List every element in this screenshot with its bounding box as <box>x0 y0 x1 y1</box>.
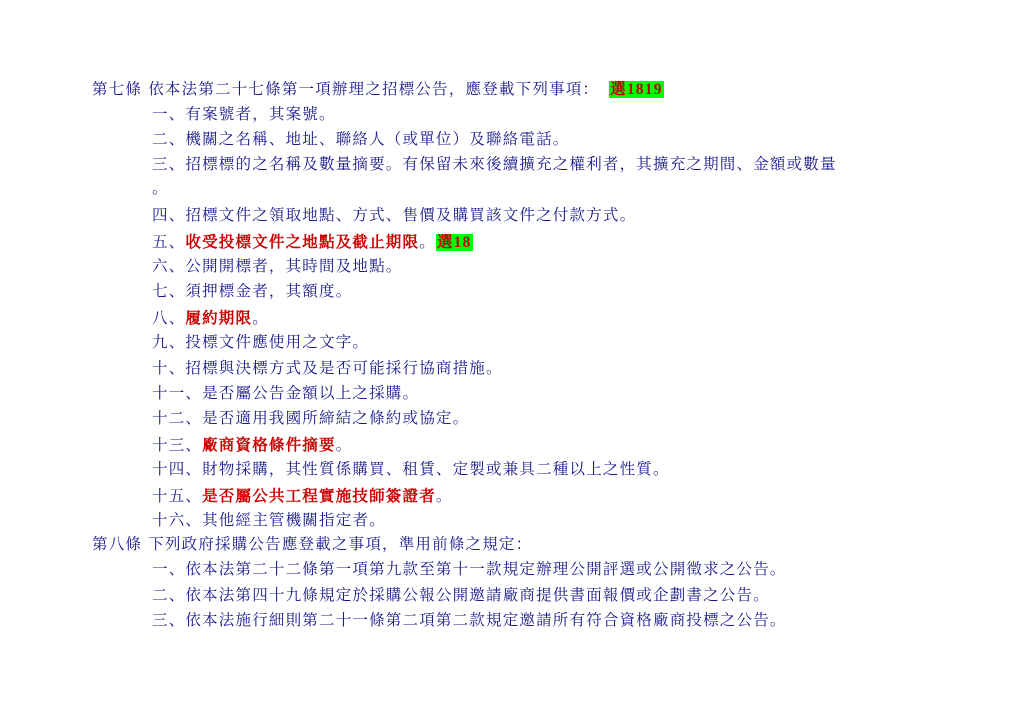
article-7-item-12: 十二、是否適用我國所締結之條約或協定。 <box>152 409 470 427</box>
item-13-highlight: 廠商資格條件摘要 <box>202 435 336 454</box>
article-8-item-1: 一、依本法第二十二條第一項第九款至第十一款規定辦理公開評選或公開徵求之公告。 <box>152 560 787 578</box>
item-15-highlight: 是否屬公共工程實施技師簽證者 <box>202 486 436 505</box>
article-8-item-3: 三、依本法施行細則第二十一條第二項第二款規定邀請所有符合資格廠商投標之公告。 <box>152 611 787 629</box>
article-7-item-13 <box>152 432 352 458</box>
article-7-item-4: 四、招標文件之領取地點、方式、售價及購買該文件之付款方式。 <box>152 206 637 224</box>
article-7-item-15 <box>152 483 453 509</box>
item-8-period: 。 <box>252 309 269 327</box>
article-7-item-10: 十、招標與決標方式及是否可能採行協商措施。 <box>152 359 503 377</box>
item-15-period: 。 <box>435 487 453 505</box>
article-7-item-3-continuation: 。 <box>152 179 169 197</box>
item-5-highlight: 收受投標文件之地點及截止期限 <box>185 232 420 251</box>
article-7-item-11: 十一、是否屬公告金額以上之採購。 <box>152 384 420 402</box>
article-8-heading: 第八條 下列政府採購公告應登載之事項，準用前條之規定： <box>92 535 533 553</box>
item-13-period: 。 <box>335 436 353 454</box>
article-7-item-8 <box>152 305 269 331</box>
item-8-highlight: 履約期限 <box>185 308 253 327</box>
article-7-heading <box>92 77 664 102</box>
item-5-period: 。 <box>419 233 436 251</box>
article-7-item-7: 七、須押標金者，其額度。 <box>152 282 353 300</box>
article-7-item-2: 二、機關之名稱、地址、聯絡人（或單位）及聯絡電話。 <box>152 130 570 148</box>
exam-tag-1819: 選1819 <box>610 81 663 98</box>
exam-tag-18: 選18 <box>436 234 472 251</box>
article-7-item-5 <box>152 229 473 255</box>
item-5-number: 五、 <box>152 233 186 251</box>
item-13-number: 十三、 <box>152 436 203 454</box>
article-7-item-6: 六、公開開標者，其時間及地點。 <box>152 257 403 275</box>
article-7-item-9: 九、投標文件應使用之文字。 <box>152 333 370 351</box>
article-7-item-16: 十六、其他經主管機關指定者。 <box>152 511 386 529</box>
article-7-item-14: 十四、財物採購，其性質係購買、租賃、定製或兼具二種以上之性質。 <box>152 460 670 478</box>
article-7-item-3: 三、招標標的之名稱及數量摘要。有保留未來後續擴充之權利者，其擴充之期間、金額或數量 <box>152 155 837 173</box>
article-7-item-1: 一、有案號者，其案號。 <box>152 105 336 123</box>
item-8-number: 八、 <box>152 309 186 327</box>
article-7-heading-text: 第七條 依本法第二十七條第一項辦理之招標公告，應登載下列事項： <box>92 80 600 98</box>
article-8-item-2: 二、依本法第四十九條規定於採購公報公開邀請廠商提供書面報價或企劃書之公告。 <box>152 586 770 604</box>
item-15-number: 十五、 <box>152 487 203 505</box>
